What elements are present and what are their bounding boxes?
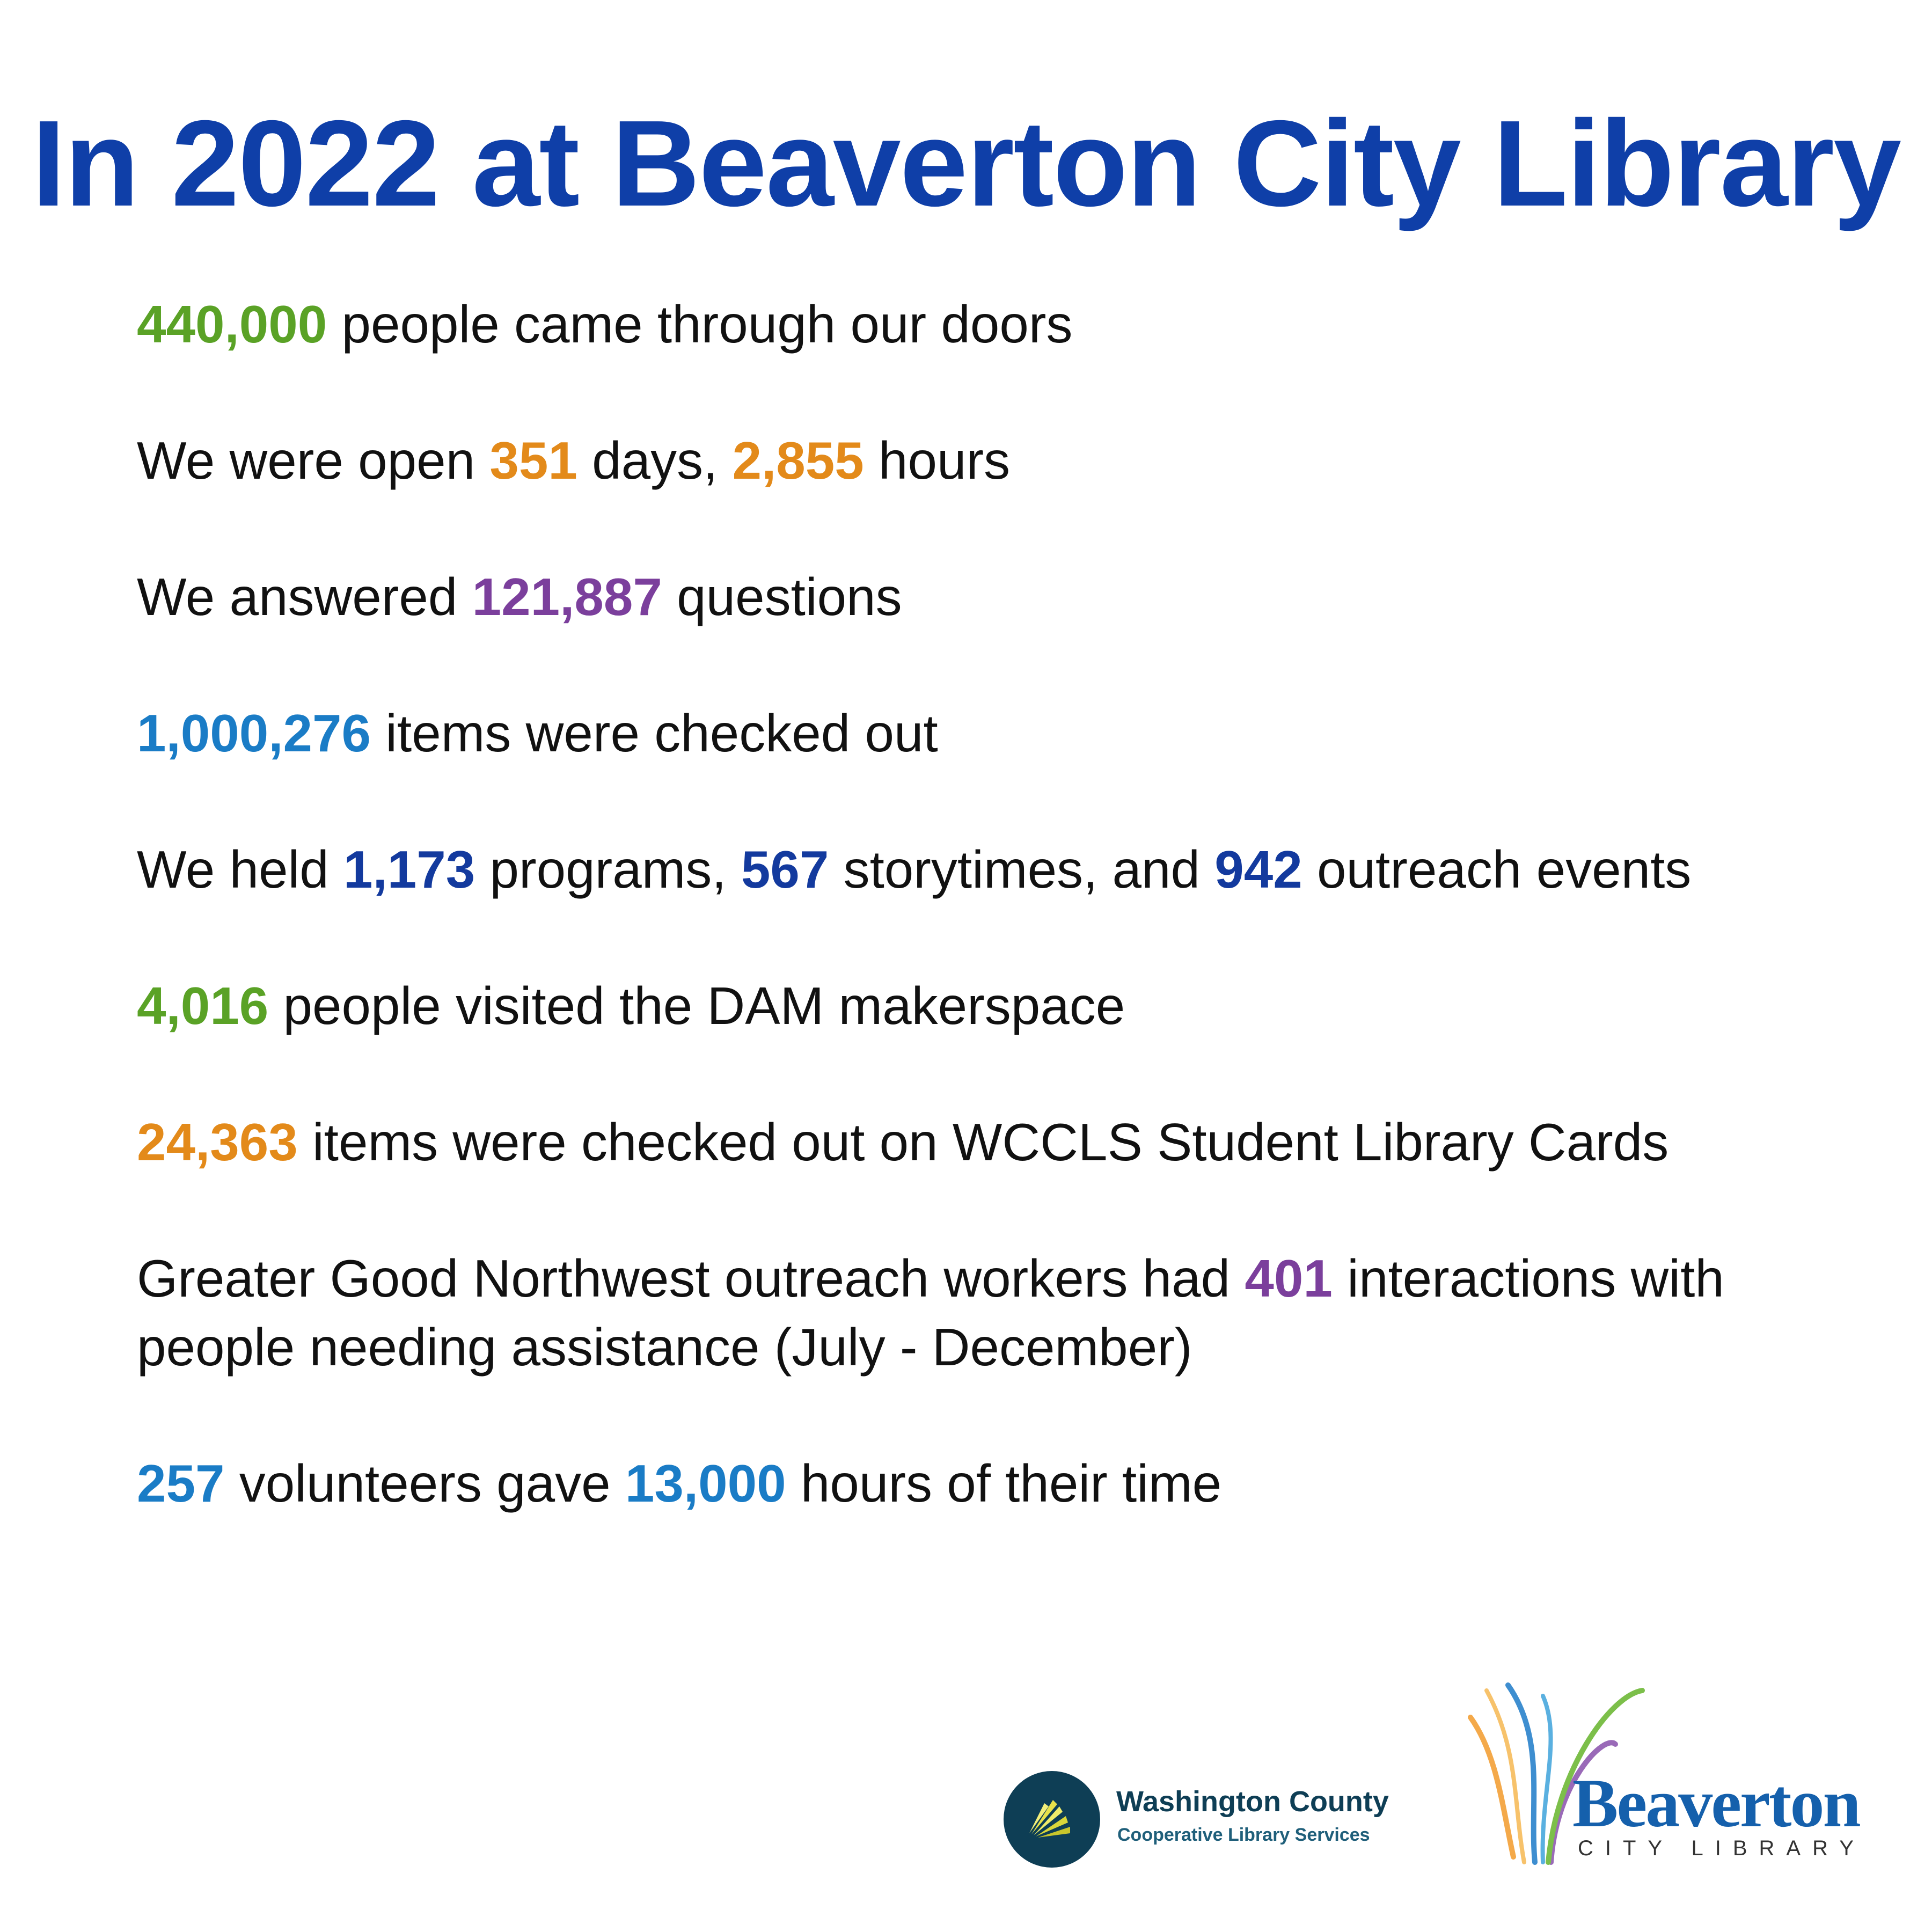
beaverton-logo-subtitle: CITY LIBRARY — [1578, 1836, 1865, 1860]
stat-open-days — [137, 426, 1854, 495]
stat-text: people visited the DAM makerspace — [268, 976, 1125, 1035]
stat-checkouts — [137, 699, 1854, 767]
stat-number: 567 — [741, 840, 829, 899]
stat-programs — [137, 835, 1854, 904]
stat-number: 24,363 — [137, 1113, 298, 1172]
stat-text: questions — [662, 567, 902, 626]
stat-text: items were checked out — [370, 704, 938, 763]
stat-text: programs, — [475, 840, 741, 899]
stat-outreach-workers — [137, 1244, 1854, 1381]
stat-text: days, — [577, 431, 733, 490]
stat-text: We answered — [137, 567, 472, 626]
stat-number: 440,000 — [137, 295, 327, 354]
stat-text: Greater Good Northwest outreach workers had — [137, 1249, 1245, 1308]
stat-number: 4,016 — [137, 976, 269, 1035]
stat-text: hours — [863, 431, 1011, 490]
wccls-name: Washington County — [1116, 1785, 1389, 1818]
stat-student-cards — [137, 1108, 1854, 1176]
wccls-subtitle: Cooperative Library Services — [1117, 1825, 1370, 1845]
stat-text: interactions with people needing assistance (July - December) — [137, 1249, 1724, 1377]
stat-text: We were open — [137, 431, 490, 490]
stat-number: 1,173 — [343, 840, 475, 899]
page-title: In 2022 at Beaverton City Library — [31, 96, 1901, 232]
stat-number: 942 — [1214, 840, 1302, 899]
stat-makerspace — [137, 971, 1854, 1040]
stat-text: storytimes, and — [829, 840, 1215, 899]
stat-visitors — [137, 290, 1854, 358]
stat-text: items were checked out on WCCLS Student Library Cards — [297, 1113, 1669, 1172]
beaverton-logo-text: Beaverton — [1572, 1765, 1860, 1841]
stat-number: 351 — [489, 431, 577, 490]
stat-volunteers — [137, 1449, 1854, 1518]
stat-questions — [137, 562, 1854, 631]
stat-number: 401 — [1245, 1249, 1333, 1308]
book-fan-icon — [1004, 1771, 1100, 1868]
stat-number: 1,000,276 — [137, 704, 371, 763]
stat-text: people came through our doors — [327, 295, 1073, 354]
stat-number: 13,000 — [625, 1454, 786, 1513]
stat-text: outreach events — [1302, 840, 1692, 899]
stat-number: 257 — [137, 1454, 225, 1513]
stat-number: 121,887 — [472, 567, 662, 626]
stat-text: hours of their time — [786, 1454, 1222, 1513]
stat-text: We held — [137, 840, 343, 899]
stat-number: 2,855 — [732, 431, 864, 490]
stats-list — [137, 290, 1854, 1585]
stat-text: volunteers gave — [224, 1454, 625, 1513]
